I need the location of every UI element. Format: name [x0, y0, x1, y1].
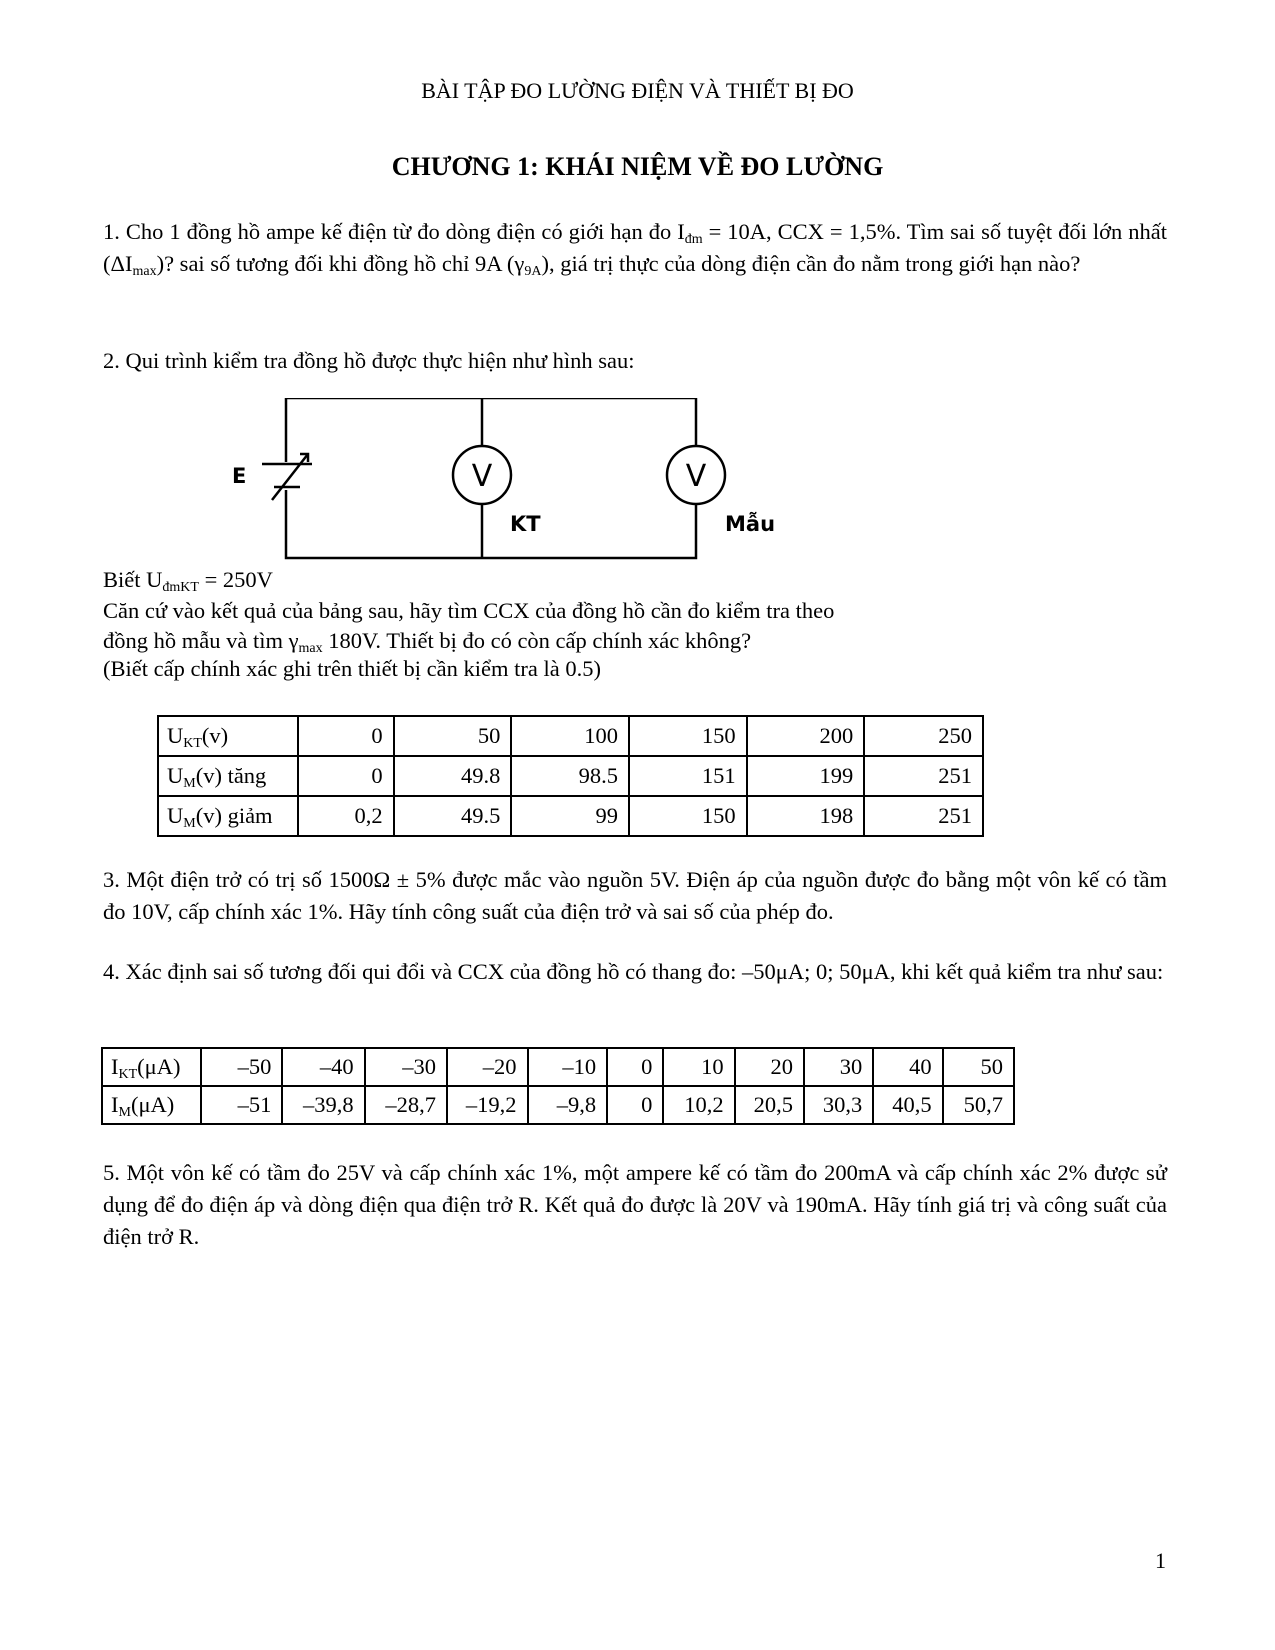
problem-5: 5. Một vôn kế có tầm đo 25V và cấp chính xác 1%, một ampere kế có tầm đo 200mA và cấp chính xác 2% được sử dụng để đo điện áp và dòng điện qua điện trở R. Kết quả đo được là 20V và 190mA. Hãy tính giá trị và công suất của điện trở R. — [103, 1160, 1167, 1249]
subscript: 9A — [524, 264, 542, 279]
problem-2-text: 180V. Thiết bị đo có còn cấp chính xác không? — [322, 628, 752, 653]
row-header: $I_{KT}(\mu A)$ — [102, 1048, 201, 1086]
table-cell: 50 — [943, 1048, 1014, 1086]
problem-3: 3. Một điện trở có trị số 1500Ω ± 5% được mắc vào nguồn 5V. Điện áp của nguồn được đo bằng một vôn kế có tầm đo 10V, cấp chính xác 1%. Hãy tính công suất của điện trở và sai số của phép đo. — [103, 867, 1167, 924]
subscript: đmKT — [162, 580, 199, 595]
problem-1 — [103, 216, 1167, 280]
problem-4: 4. Xác định sai số tương đối qui đổi và CCX của đồng hồ có thang đo: –50μA; 0; 50μA, khi kết quả kiểm tra như sau: — [103, 959, 1164, 984]
table-cell: 50 — [394, 716, 512, 756]
row-header: $U_M(v)$ tăng — [158, 756, 298, 796]
meter-kt-label: KT — [510, 512, 541, 536]
table-cell: 40,5 — [873, 1086, 942, 1124]
subscript: max — [298, 641, 323, 656]
problem-2-line: Căn cứ vào kết quả của bảng sau, hãy tìm CCX của đồng hồ cần đo kiểm tra theo — [103, 598, 835, 623]
table-cell: 30,3 — [804, 1086, 873, 1124]
subscript: max — [132, 264, 157, 279]
document-header: BÀI TẬP ĐO LƯỜNG ĐIỆN VÀ THIẾT BỊ ĐO — [421, 78, 854, 103]
table-cell: 0 — [607, 1048, 663, 1086]
problem-2-line — [103, 626, 751, 656]
table-cell: 10 — [663, 1048, 734, 1086]
subscript: đm — [684, 232, 703, 247]
variable-arrow — [272, 454, 308, 500]
table-cell: 198 — [747, 796, 865, 836]
problem-1-text: )? sai số tương đối khi đồng hồ chỉ 9A (γ — [156, 251, 525, 276]
table-cell: –9,8 — [528, 1086, 608, 1124]
table-row — [102, 1086, 1014, 1124]
table-row — [102, 1048, 1014, 1086]
table-cell: 10,2 — [663, 1086, 734, 1124]
table-cell: 49.5 — [394, 796, 512, 836]
row-header: $U_M(v)$ giảm — [158, 796, 298, 836]
table-cell: 250 — [864, 716, 983, 756]
table-row — [158, 716, 983, 756]
table-cell: 30 — [804, 1048, 873, 1086]
table-cell: –28,7 — [365, 1086, 447, 1124]
voltmeter-symbol: V — [685, 459, 707, 494]
problem-2-line: (Biết cấp chính xác ghi trên thiết bị cần kiểm tra là 0.5) — [103, 656, 601, 681]
table-cell: 199 — [747, 756, 865, 796]
table-cell: 150 — [629, 716, 747, 756]
table-cell: 151 — [629, 756, 747, 796]
table-cell: 251 — [864, 796, 983, 836]
page-number: 1 — [1155, 1548, 1166, 1573]
table-cell: 0 — [298, 756, 394, 796]
table-row — [158, 796, 983, 836]
problem-2-text: Biết U — [103, 567, 163, 592]
table-cell: 150 — [629, 796, 747, 836]
circuit-wire — [286, 490, 696, 558]
table-cell: 20 — [735, 1048, 804, 1086]
table-cell: 100 — [511, 716, 629, 756]
table-cell: 50,7 — [943, 1086, 1014, 1124]
table-cell: 0 — [607, 1086, 663, 1124]
row-header: $I_M(\mu A)$ — [102, 1086, 201, 1124]
row-header: $U_{KT}(v)$ — [158, 716, 298, 756]
table-cell: 200 — [747, 716, 865, 756]
table-cell: 40 — [873, 1048, 942, 1086]
table-cell: 0,2 — [298, 796, 394, 836]
voltmeter-symbol: V — [471, 459, 493, 494]
problem-2-intro: 2. Qui trình kiểm tra đồng hồ được thực hiện như hình sau: — [103, 348, 635, 373]
chapter-title: CHƯƠNG 1: KHÁI NIỆM VỀ ĐO LƯỜNG — [391, 152, 884, 181]
problem-1-text: = 10A, CCX = 1,5%. Tìm sai số tuyệt đối lớn nhất (ΔI — [103, 219, 1167, 276]
table-cell: 0 — [298, 716, 394, 756]
table-cell: –51 — [201, 1086, 282, 1124]
problem-2-text: đồng hồ mẫu và tìm γ — [103, 628, 299, 653]
circuit-diagram — [228, 398, 788, 568]
table-cell: 251 — [864, 756, 983, 796]
problem-2-text: = 250V — [198, 567, 273, 592]
table-cell: 49.8 — [394, 756, 512, 796]
table-cell: –39,8 — [282, 1086, 364, 1124]
source-label: E — [232, 464, 247, 488]
table-cell: –10 — [528, 1048, 608, 1086]
table-cell: –30 — [365, 1048, 447, 1086]
circuit-wire — [286, 398, 696, 462]
table-cell: –19,2 — [447, 1086, 527, 1124]
problem-2-given — [103, 565, 273, 595]
table-cell: –40 — [282, 1048, 364, 1086]
table-cell: 20,5 — [735, 1086, 804, 1124]
voltage-table — [157, 715, 984, 837]
current-table — [101, 1047, 1015, 1125]
problem-1-text: ), giá trị thực của dòng điện cần đo nằm trong giới hạn nào? — [541, 251, 1081, 276]
table-cell: –50 — [201, 1048, 282, 1086]
table-cell: 98.5 — [511, 756, 629, 796]
problem-1-text: 1. Cho 1 đồng hồ ampe kế điện từ đo dòng điện có giới hạn đo I — [103, 219, 685, 244]
table-row — [158, 756, 983, 796]
table-cell: –20 — [447, 1048, 527, 1086]
table-cell: 99 — [511, 796, 629, 836]
meter-mau-label: Mẫu — [725, 512, 776, 536]
